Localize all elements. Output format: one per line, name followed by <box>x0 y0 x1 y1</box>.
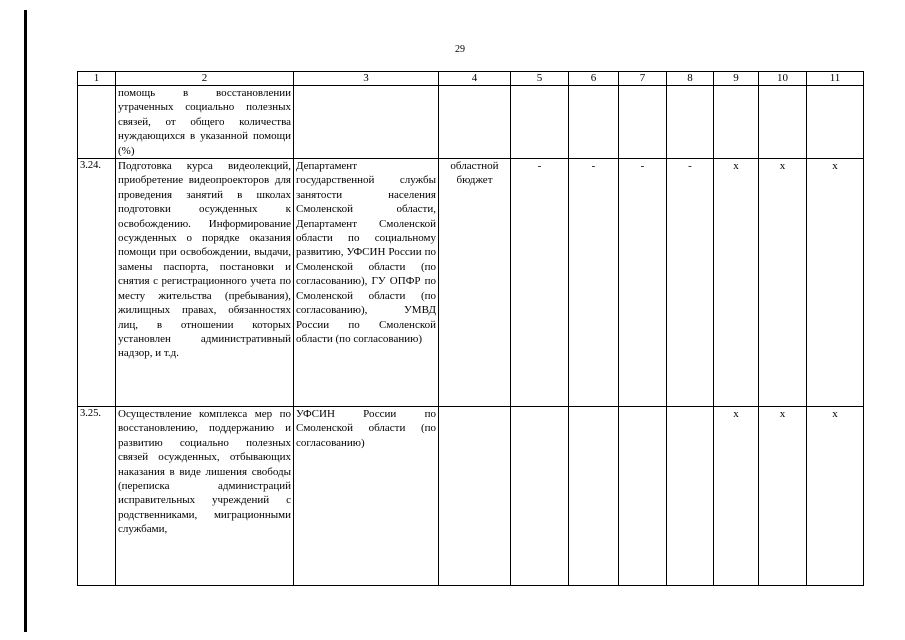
header-cell: 5 <box>511 72 569 86</box>
row-description: Подготовка курса видеолекций, приобретение видеопроекторов для проведения занятий в школах подготовки осужденных к освобождению. Информирование осужденных о порядке оказания помощи при освобождении, выдачи, замены паспорта, постановки и снятия с регистрационного учета по месту жительства (пребывания), жилищных правах, обязанностях лиц, в отношении которых установлен административный надзор, и т.д. <box>116 159 294 407</box>
header-cell: 7 <box>619 72 667 86</box>
row-col6 <box>569 407 619 586</box>
row-executor <box>294 86 439 159</box>
header-cell: 10 <box>759 72 807 86</box>
row-col10: х <box>759 407 807 586</box>
row-col9: х <box>714 159 759 407</box>
row-col9 <box>714 86 759 159</box>
row-col7 <box>619 407 667 586</box>
row-col5 <box>511 407 569 586</box>
header-cell: 3 <box>294 72 439 86</box>
page-number: 29 <box>455 44 465 55</box>
row-col8 <box>667 86 714 159</box>
row-col5 <box>511 86 569 159</box>
row-col7: - <box>619 159 667 407</box>
row-col8 <box>667 407 714 586</box>
row-description: Осуществление комплекса мер по восстановлению, поддержанию и развитию социально полезных связей осужденных, отбывающих наказания в виде лишения свободы (переписка администраций исправительных учреждений с родственниками, миграционными службами, <box>116 407 294 586</box>
row-source: областной бюджет <box>439 159 511 407</box>
row-source <box>439 86 511 159</box>
header-cell: 9 <box>714 72 759 86</box>
column-number-header <box>78 72 864 86</box>
program-table <box>77 71 864 586</box>
row-source <box>439 407 511 586</box>
row-col5: - <box>511 159 569 407</box>
row-col6: - <box>569 159 619 407</box>
header-cell: 8 <box>667 72 714 86</box>
header-cell: 6 <box>569 72 619 86</box>
row-col11: х <box>807 407 864 586</box>
header-cell: 11 <box>807 72 864 86</box>
table-row <box>78 86 864 159</box>
row-col8: - <box>667 159 714 407</box>
row-col11: х <box>807 159 864 407</box>
row-number: 3.24. <box>78 159 116 407</box>
header-cell: 1 <box>78 72 116 86</box>
header-cell: 4 <box>439 72 511 86</box>
header-cell: 2 <box>116 72 294 86</box>
table-row <box>78 407 864 586</box>
row-col7 <box>619 86 667 159</box>
row-col6 <box>569 86 619 159</box>
row-col9: х <box>714 407 759 586</box>
table-row <box>78 159 864 407</box>
row-col10 <box>759 86 807 159</box>
left-margin-rule <box>24 10 27 632</box>
row-col10: х <box>759 159 807 407</box>
row-col11 <box>807 86 864 159</box>
row-executor: Департамент государственной службы занятости населения Смоленской области, Департамент Смоленской области по социальному развитию, УФСИН России по Смоленской области (по согласованию), ГУ ОПФР по Смоленской области (по согласованию), УМВД России по Смоленской области (по согласованию) <box>294 159 439 407</box>
row-number: 3.25. <box>78 407 116 586</box>
row-number <box>78 86 116 159</box>
row-executor: УФСИН России по Смоленской области (по согласованию) <box>294 407 439 586</box>
row-description: помощь в восстановлении утраченных социально полезных связей, от общего количества нуждающихся в указанной помощи (%) <box>116 86 294 159</box>
